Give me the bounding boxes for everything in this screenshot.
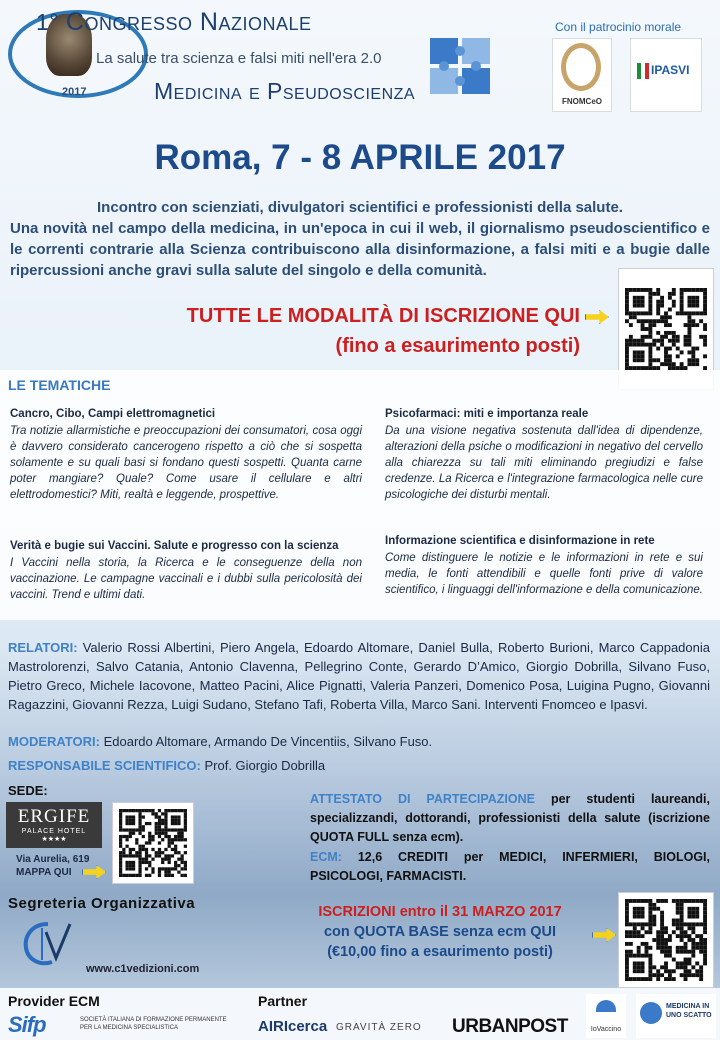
map-link[interactable]: MAPPA QUI [16,867,72,878]
partner-iovaccino-name: IoVaccino [590,1026,622,1033]
ecm-label: ECM: [310,850,342,864]
intro-first-line: Incontro con scienziati, divulgatori scientifici e professionisti della salute. [97,199,623,216]
qr-code-icon [113,803,193,883]
title-main: Congresso Nazionale [65,8,312,36]
sifp-description: SOCIETÀ ITALIANA DI FORMAZIONE PERMANENTE PER LA MEDICINA SPECIALISTICA [80,1017,227,1031]
certificate-info [310,790,710,847]
intro-body: Una novità nel campo della medicina, in un'epoca in cui il web, il giornalismo pseudoscientifico e le correnti contrarie alla Scienza contribuiscono alla disinformazione, a falsi miti e a bugie dalle ripercussioni anche gravi sulla salute del singolo e della comunità. [10,220,710,279]
c1v-logo-icon [18,918,82,970]
secretariat-website[interactable]: www.c1vedizioni.com [86,963,200,975]
map-qr-code[interactable] [112,802,194,884]
congress-subtitle: La salute tra scienza e falsi miti nell'era 2.0 [96,50,382,67]
theme-title: Psicofarmaci: miti e importanza reale [385,408,589,420]
partner-medicina-scatto-name: MEDICINA IN UNO SCATTO [666,1003,712,1019]
fnomceo-emblem-icon [561,43,601,91]
base-registration-line2[interactable]: con QUOTA BASE senza ecm QUI [323,924,557,940]
theme-information [385,533,703,598]
theme-vaccines [10,538,362,603]
umbrella-icon [596,1000,616,1012]
arrow-right-icon [585,310,609,324]
congress-title-line2: Medicina e Pseudoscienza [154,78,416,104]
qr-code-icon [619,893,713,987]
fnomceo-logo[interactable] [552,38,612,112]
scientific-lead [8,758,710,773]
arrow-right-icon [592,928,616,942]
theme-psychodrugs [385,406,703,503]
puzzle-icon [428,36,492,96]
themes-heading: LE TEMATICHE [8,377,111,393]
scientific-lead-name: Prof. Giorgio Dobrilla [204,758,326,773]
title-number: 1° [36,9,59,35]
theme-title: Informazione scientifica e disinformazione in rete [385,535,655,547]
hotel-subtitle: PALACE HOTEL [21,828,87,835]
provider-label: Provider ECM [8,993,100,1009]
fnomceo-name: FNOMCeO [562,97,602,106]
hotel-logo [6,802,102,848]
arrow-right-icon [82,865,106,879]
partner-airicerca-logo[interactable]: AIRIcerca [258,1018,328,1035]
ecm-info [310,848,710,886]
sifp-logo: Sifp [8,1012,46,1037]
certificate-label: ATTESTATO DI PARTECIPAZIONE [310,792,535,806]
partner-medicina-scatto-logo[interactable] [636,994,716,1038]
certificate-text: per studenti laureandi, specializzandi, dottorandi, professionisti della salute (iscrizione QUOTA FULL senza ecm). [310,792,710,844]
venue-address: Via Aurelia, 619 [16,854,90,865]
event-date: Roma, 7 - 8 APRILE 2017 [154,138,566,177]
partner-urbanpost-logo[interactable]: URBANPOST [452,1016,568,1037]
secretariat-label: Segreteria Organizzativa [8,895,196,912]
base-registration-line1: ISCRIZIONI entro il 31 MARZO 2017 [318,904,562,920]
cta-line2: (fino a esaurimento posti) [335,335,580,357]
base-registration-line3: (€10,00 fino a esaurimento posti) [327,944,553,960]
partner-gravita-zero-logo[interactable]: GRAVITÀ ZERO [336,1022,422,1033]
venue-label: SEDE: [8,783,48,798]
intro-text [10,197,710,281]
hotel-stars: ★★★★ [41,836,67,843]
theme-cancer [10,406,362,503]
speakers-list: Valerio Rossi Albertini, Piero Angela, Edoardo Altomare, Daniel Bulla, Roberto Burioni, Marco Cappadonia Mastrolorenzi, Salvo Catania, Antonio Clavenna, Pellegrino Conte, Gerardo D’Amico, Giorgio Dobrilla, Silvano Fuso, Pietro Greco, Michele Iacovone, Matteo Pacini, Alice Pignatti, Valeria Panzeri, Domenico Posa, Luigina Pugno, Giovanni Ragazzini, Giovanni Rezza, Luigi Sudano, Stefano Tafi, Roberta Villa, Marco Sani. Interventi Fnomceo e Ipasvi. [8,640,710,712]
patronage-label: Con il patrocinio morale [555,20,682,34]
theme-description: Tra notizie allarmistiche e preoccupazioni dei consumatori, cosa oggi è davvero considerato cancerogeno rispetto a ciò che si sospetta solamente e su quali basi si fondano questi sospetti. Quanta carne poter mangiare? Quale? Come usare il cellulare e altri elettrodomestici? Miti, realtà e leggende, prospettive. [10,425,362,501]
moderators [8,734,710,749]
microscope-icon [640,1002,662,1024]
registration-cta[interactable] [90,301,580,361]
congress-title-line1 [36,8,312,37]
ecm-text: 12,6 CREDITI per MEDICI, INFERMIERI, BIOLOGI, PSICOLOGI, FARMACISTI. [310,850,710,883]
base-registration[interactable] [290,902,590,962]
theme-description: Come distinguere le notizie e le informazioni in rete e sui media, le fonti attendibili e quelle fonti prive di valore scientifico, i linguaggi dell'informazione e della comunicazione. [385,552,703,596]
theme-description: Da una visione negativa sostenuta dall'idea di dipendenze, alterazioni della psiche o modificazioni in negativo del cervello alla chiarezza su tali miti eliminando pregiudizi e false credenze. La Ricerca e l'integrazione farmacologica nelle cure psicologiche dei disturbi mentali. [385,425,703,501]
moderators-list: Edoardo Altomare, Armando De Vincentiis, Silvano Fuso. [103,734,433,749]
speakers [8,638,710,714]
scientific-lead-label: RESPONSABILE SCIENTIFICO: [8,758,201,773]
base-registration-qr-code[interactable] [618,892,714,988]
theme-description: I Vaccini nella storia, la Ricerca e le conseguenze della non vaccinazione. Le campagne vaccinali e i dubbi sulla pericolosità dei vaccini. Trend e ultimi dati. [10,557,362,601]
ipasvi-flag-icon [637,63,649,79]
cta-line1[interactable]: TUTTE LE MODALITÀ DI ISCRIZIONE QUI [186,305,580,327]
moderators-label: MODERATORI: [8,734,100,749]
ipasvi-name: IPASVI [651,63,690,77]
speakers-label: RELATORI: [8,640,78,655]
partner-label: Partner [258,993,308,1009]
theme-title: Cancro, Cibo, Campi elettromagnetici [10,408,216,420]
theme-title: Verità e bugie sui Vaccini. Salute e progresso con la scienza [10,540,339,552]
ipasvi-logo[interactable] [630,38,702,112]
hotel-name: ERGIFE [17,806,91,827]
logo-year: 2017 [62,86,87,98]
partner-iovaccino-logo[interactable] [586,994,626,1038]
